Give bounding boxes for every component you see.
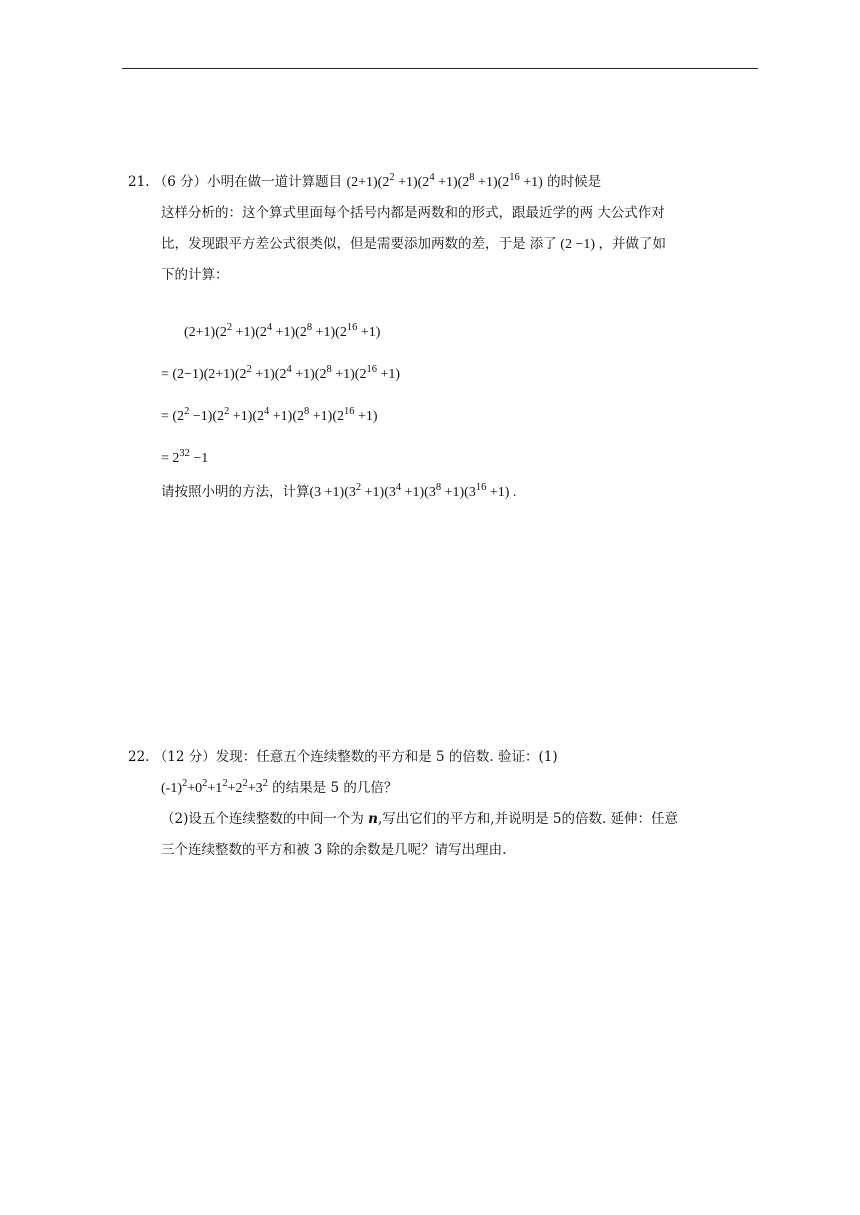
q21-line-1: 21. （6 分）小明在做一道计算题目 $(2+1)(2^2 +1)(2^4 +1)(2^8 +1)(2^{16} +1)$ 的时候是 [128, 172, 602, 190]
q22-line-4: 三个连续整数的平方和被 3 除的余数是几呢？请写出理由. [161, 842, 507, 858]
q21-line-4: 下的计算： [161, 267, 229, 283]
variable-n: n [368, 811, 378, 827]
q21-step-2: = $(2-1)(2+1)(2^2 +1)(2^4 +1)(2^8 +1)(2^{16} +1)$ [161, 364, 401, 382]
header-rule [122, 68, 758, 69]
q22-line-3: （2)设五个连续整数的中间一个为 n,写出它们的平方和,并说明是 5的倍数. 延伸：任意 [161, 811, 679, 827]
q21-step-1: $(2+1)(2^2 +1)(2^4 +1)(2^8 +1)(2^{16} +1)$ [184, 322, 381, 340]
q21-line-3: 比，发现跟平方差公式很类似，但是需要添加两数的差，于是 添了 (2 −1) ，并做了如 [161, 236, 667, 252]
q21-added-factor: (2 −1) [556, 237, 599, 252]
q21-line-2: 这样分析的：这个算式里面每个括号内都是两数和的形式，跟最近学的两 大公式作对 [161, 205, 665, 221]
q21-task: 请按照小明的方法，计算$(3 +1)(3^2 +1)(3^4 +1)(3^8 +1)(3^{16} +1)$ . [161, 482, 517, 500]
q21-step-3: = $(2^2 -1)(2^2 +1)(2^4 +1)(2^8 +1)(2^{16} +1)$ [161, 406, 378, 424]
q21-step-4: = $2^{32} -1$ [161, 448, 209, 466]
q22-line-2: $(-1)^2+0^2+1^2+2^2+3^2$ 的结果是 5 的几倍？ [161, 778, 398, 796]
q21-expression: $(2+1)(2^2 +1)(2^4 +1)(2^8 +1)(2^{16} +1)$ [346, 172, 543, 190]
q21-number-and-intro: 21. （6 分）小明在做一道计算题目 [128, 174, 347, 190]
q22-line-1: 22. （12 分）发现：任意五个连续整数的平方和是 5 的倍数. 验证：(1) [128, 749, 558, 765]
